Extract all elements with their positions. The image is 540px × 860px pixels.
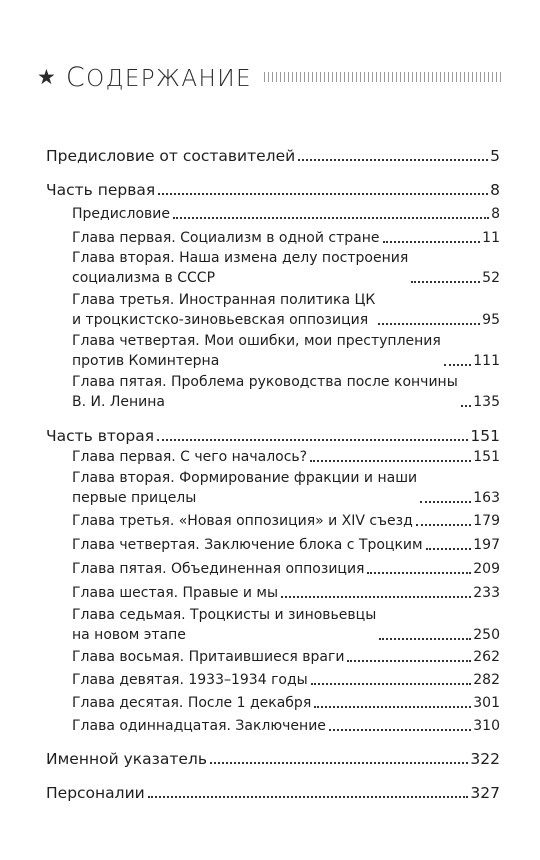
page-title-rest: ОДЕРЖАНИЕ [86, 65, 252, 92]
toc-chapter[interactable] [72, 535, 500, 555]
toc-title-text: Глава девятая. 1933–1934 годы [72, 672, 308, 688]
toc-chapter[interactable] [72, 372, 500, 412]
toc-title-text: против Коминтерна [72, 353, 220, 369]
dot-leader [314, 706, 471, 708]
toc-title-text: Глава одиннадцатая. Заключение [72, 718, 326, 734]
toc-chapter[interactable] [72, 583, 500, 603]
page-number: 233 [473, 585, 500, 601]
dot-leader [157, 439, 468, 441]
dot-leader [210, 762, 468, 764]
page-title [66, 62, 252, 93]
page-number: 111 [473, 353, 500, 369]
toc-chapter[interactable] [72, 605, 500, 645]
toc-title [72, 670, 308, 690]
toc-title [72, 535, 423, 555]
toc-section[interactable] [46, 180, 500, 200]
contents-header [37, 60, 501, 94]
toc-chapter[interactable] [72, 693, 500, 713]
toc-title-line1: Глава седьмая. Троцкисты и зиновьевцы [72, 607, 377, 623]
page-number: 95 [482, 312, 500, 328]
dot-leader [329, 729, 471, 731]
toc-chapter[interactable] [72, 511, 500, 531]
page-number: 209 [473, 561, 500, 577]
page-number: 151 [473, 449, 500, 465]
page-number: 322 [470, 750, 500, 768]
toc-title [72, 331, 441, 371]
toc-chapter[interactable] [72, 670, 500, 690]
dot-leader [298, 159, 488, 161]
dot-leader [367, 572, 471, 574]
page-number: 163 [473, 490, 500, 506]
toc-chapter[interactable] [72, 468, 500, 508]
dot-leader [378, 323, 480, 325]
toc-chapter[interactable] [72, 204, 500, 224]
dot-leader [310, 460, 471, 462]
dot-leader [379, 638, 471, 640]
toc-title [46, 180, 155, 200]
toc-title-text: Глава восьмая. Притаившиеся враги [72, 649, 345, 665]
dot-leader [158, 193, 488, 195]
toc-title [72, 468, 417, 508]
toc-title [72, 605, 376, 645]
toc-title-text: Часть вторая [46, 427, 155, 445]
toc-title-line1: Глава третья. Иностранная политика ЦК [72, 292, 376, 308]
toc-title-line1: Глава вторая. Наша измена делу построения [72, 250, 409, 266]
toc-title [72, 583, 278, 603]
toc-title-text: Предисловие [72, 206, 170, 222]
page-number: 301 [473, 695, 500, 711]
dot-leader [461, 405, 472, 407]
page-number: 250 [473, 627, 500, 643]
toc-chapter[interactable] [72, 447, 500, 467]
toc-section[interactable] [46, 146, 500, 166]
toc-chapter[interactable] [72, 647, 500, 667]
toc-title [72, 290, 375, 330]
dot-leader [426, 548, 472, 550]
toc-title-text: Глава первая. С чего началось? [72, 449, 308, 465]
page-number: 52 [482, 270, 500, 286]
page-number: 197 [473, 537, 500, 553]
toc-title-text: Глава пятая. Объединенная оппозиция [72, 561, 365, 577]
page-number: 151 [470, 427, 500, 445]
dot-leader [444, 364, 471, 366]
dot-leader [416, 524, 472, 526]
toc-title-text: Глава третья. «Новая оппозиция» и XIV съезд [72, 513, 413, 529]
toc-title [72, 647, 344, 667]
page-number: 310 [473, 718, 500, 734]
header-rule [264, 72, 501, 82]
toc-title-text: Часть первая [46, 181, 156, 199]
page-number: 8 [490, 181, 500, 199]
page-number: 5 [490, 147, 500, 165]
page-number: 11 [482, 230, 500, 246]
page-number: 262 [473, 649, 500, 665]
toc-title [72, 372, 458, 412]
toc-title [72, 204, 170, 224]
dot-leader [420, 501, 471, 503]
toc-title [46, 749, 207, 769]
toc-chapter[interactable] [72, 331, 500, 371]
toc-title [46, 146, 295, 166]
toc-title-text: первые прицелы [72, 490, 197, 506]
dot-leader [411, 281, 480, 283]
toc-title-text: Персоналии [46, 784, 145, 802]
toc-title-text: Глава первая. Социализм в одной стране [72, 230, 380, 246]
toc-chapter[interactable] [72, 290, 500, 330]
toc-title-text: Глава шестая. Правые и мы [72, 585, 279, 601]
toc-title [72, 693, 311, 713]
toc-title-text: и троцкистско-зиновьевская оппозиция [72, 312, 369, 328]
toc-title-text: на новом этапе [72, 627, 186, 643]
toc-title [46, 426, 154, 446]
dot-leader [311, 683, 472, 685]
page-number: 179 [473, 513, 500, 529]
page-title-initial: С [65, 61, 87, 93]
toc-title-line1: Глава четвертая. Мои ошибки, мои преступления [72, 333, 441, 349]
toc-chapter[interactable] [72, 248, 500, 288]
toc-title [72, 228, 380, 248]
dot-leader [148, 796, 469, 798]
toc-title [46, 783, 145, 803]
toc-title [72, 248, 408, 288]
toc-section[interactable] [46, 426, 500, 446]
toc-title-line1: Глава вторая. Формирование фракции и наши [72, 470, 418, 486]
toc-chapter[interactable] [72, 559, 500, 579]
toc-section[interactable] [46, 749, 500, 769]
dot-leader [173, 217, 489, 219]
dot-leader [347, 660, 471, 662]
toc-title [72, 559, 364, 579]
toc-title [72, 447, 307, 467]
page-number: 282 [473, 672, 500, 688]
dot-leader [383, 241, 481, 243]
toc-title [72, 716, 326, 736]
toc-title-text: Глава десятая. После 1 декабря [72, 695, 312, 711]
toc-title-text: социализма в СССР [72, 270, 216, 286]
toc-title-line1: Глава пятая. Проблема руководства после кончины [72, 374, 458, 390]
toc-title-text: Именной указатель [46, 750, 207, 768]
toc-chapter[interactable] [72, 228, 500, 248]
toc-section[interactable] [46, 783, 500, 803]
toc-title-text: Глава четвертая. Заключение блока с Троцким [72, 537, 423, 553]
toc-title-text: В. И. Ленина [72, 394, 166, 410]
page-number: 327 [470, 784, 500, 802]
page-number: 135 [473, 394, 500, 410]
toc-title-text: Предисловие от составителей [46, 147, 296, 165]
dot-leader [281, 596, 471, 598]
star-icon: ★ [37, 64, 56, 89]
page-number: 8 [491, 206, 500, 222]
toc-chapter[interactable] [72, 716, 500, 736]
toc-title [72, 511, 413, 531]
